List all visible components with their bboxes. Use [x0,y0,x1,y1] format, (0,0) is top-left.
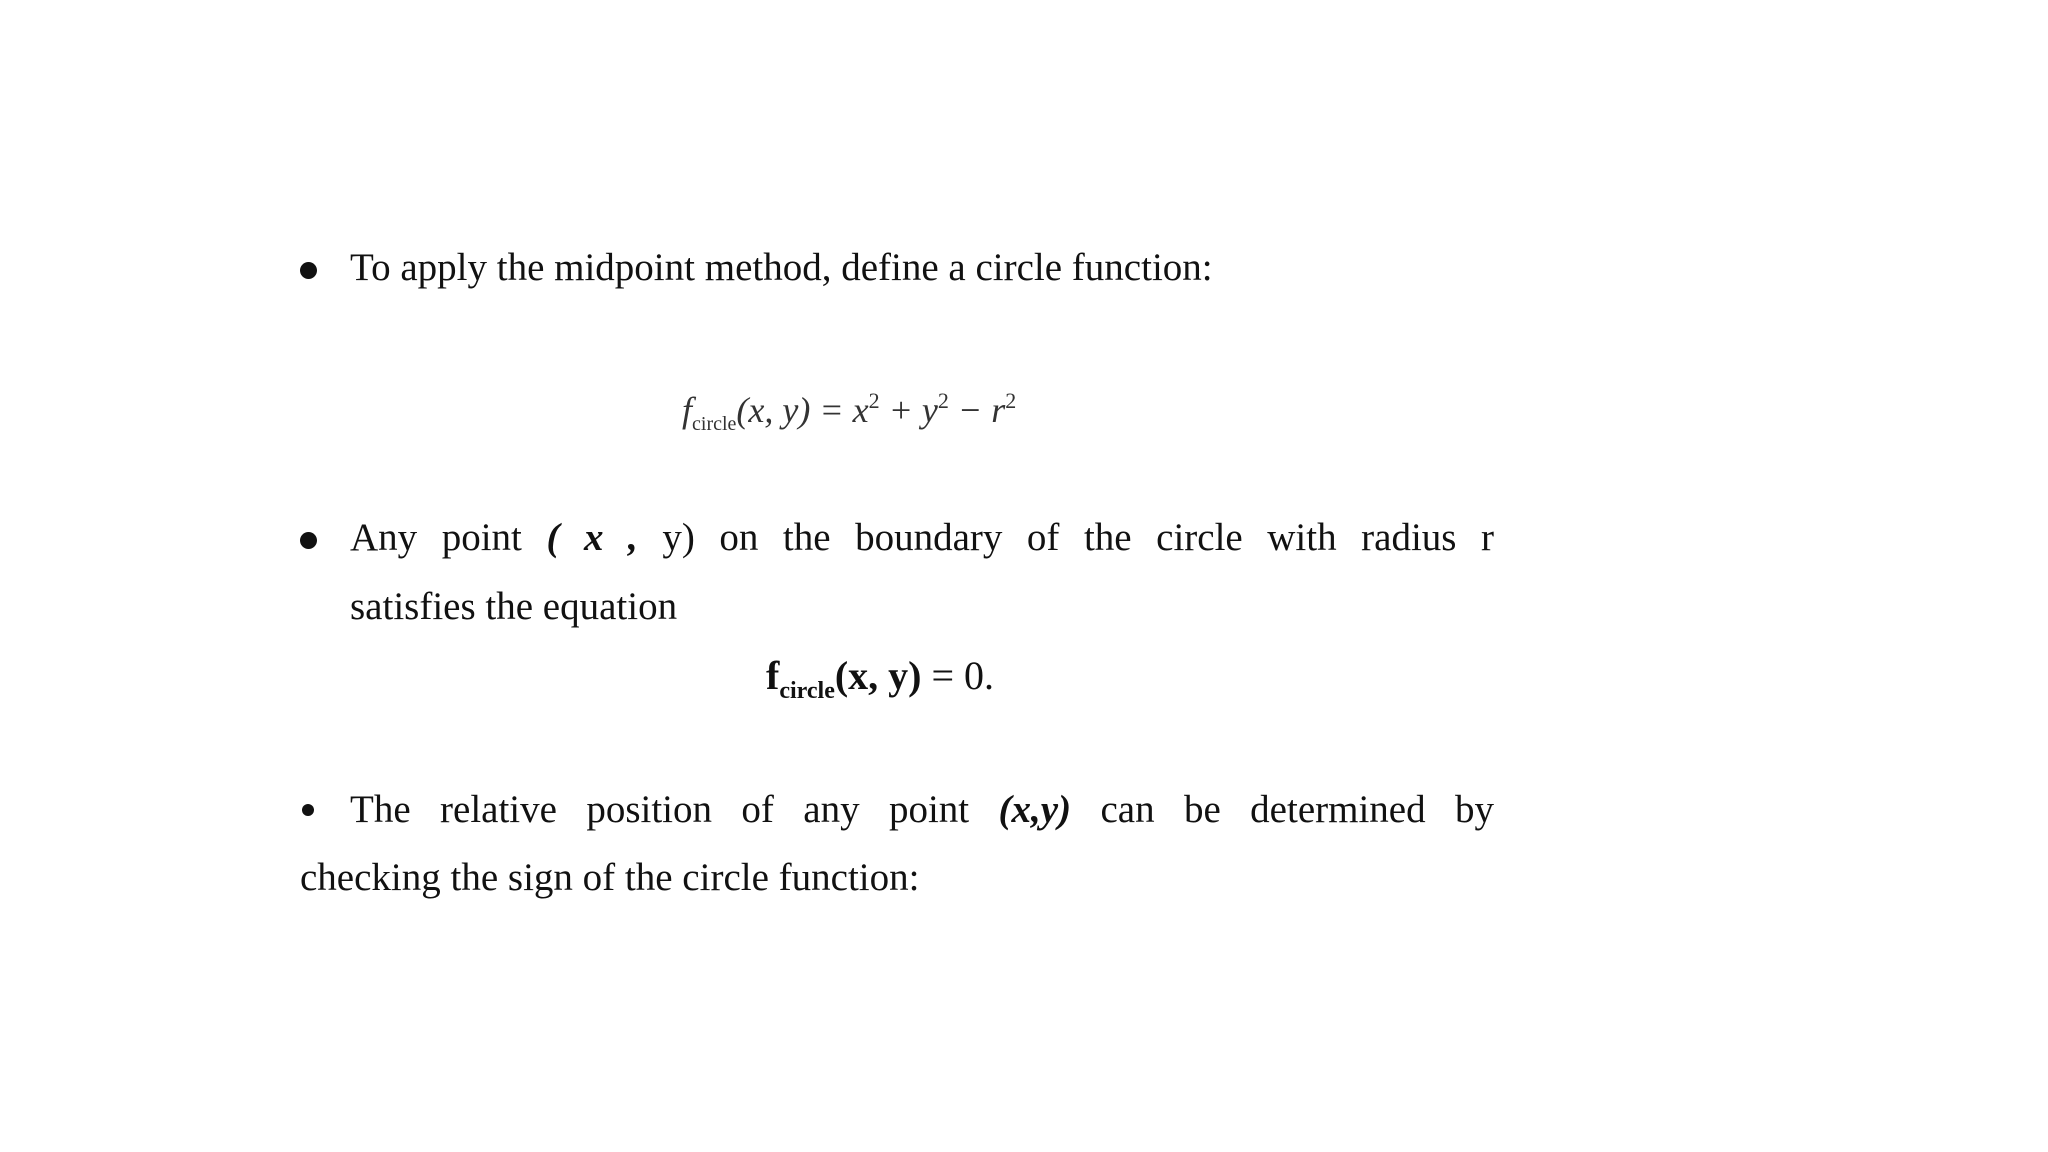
bullet-icon [300,532,317,549]
bullet-icon [302,804,314,816]
bullet-2-post: y) on the boundary of the circle with radius r [662,516,1494,559]
formula-f: f [766,653,780,698]
circle-function-condition [766,653,995,704]
formula-equals-zero: = 0. [921,653,995,698]
formula-minus-r: − r [948,390,1006,430]
bullet-2-line-2: satisfies the equation [350,585,678,628]
bullet-3-post: can be determined by [1071,788,1494,831]
formula-exponent: 2 [937,388,949,413]
formula-subscript: circle [779,678,835,704]
bullet-1-text: To apply the midpoint method, define a circle function: [350,246,1213,289]
formula-exponent: 2 [1005,388,1017,413]
bullet-3-line-1 [350,790,1494,829]
formula-exponent: 2 [868,388,880,413]
bullet-3-point: (x,y) [998,788,1072,831]
formula-args: (x, y) = x [736,390,869,430]
formula-subscript: circle [692,413,737,435]
bullet-2-pre: Any point [350,516,547,559]
bullet-3-line-2: checking the sign of the circle function: [300,856,920,899]
bullet-3-pre: The relative position of any point [350,788,999,831]
bullet-2-line-1 [350,518,1494,557]
formula-args: (x, y) [834,653,922,698]
formula-plus-y: + y [879,390,938,430]
bullet-2-point: ( x , [546,516,663,559]
circle-function-definition [682,390,1016,434]
bullet-icon [300,262,317,279]
formula-f: f [682,390,693,430]
